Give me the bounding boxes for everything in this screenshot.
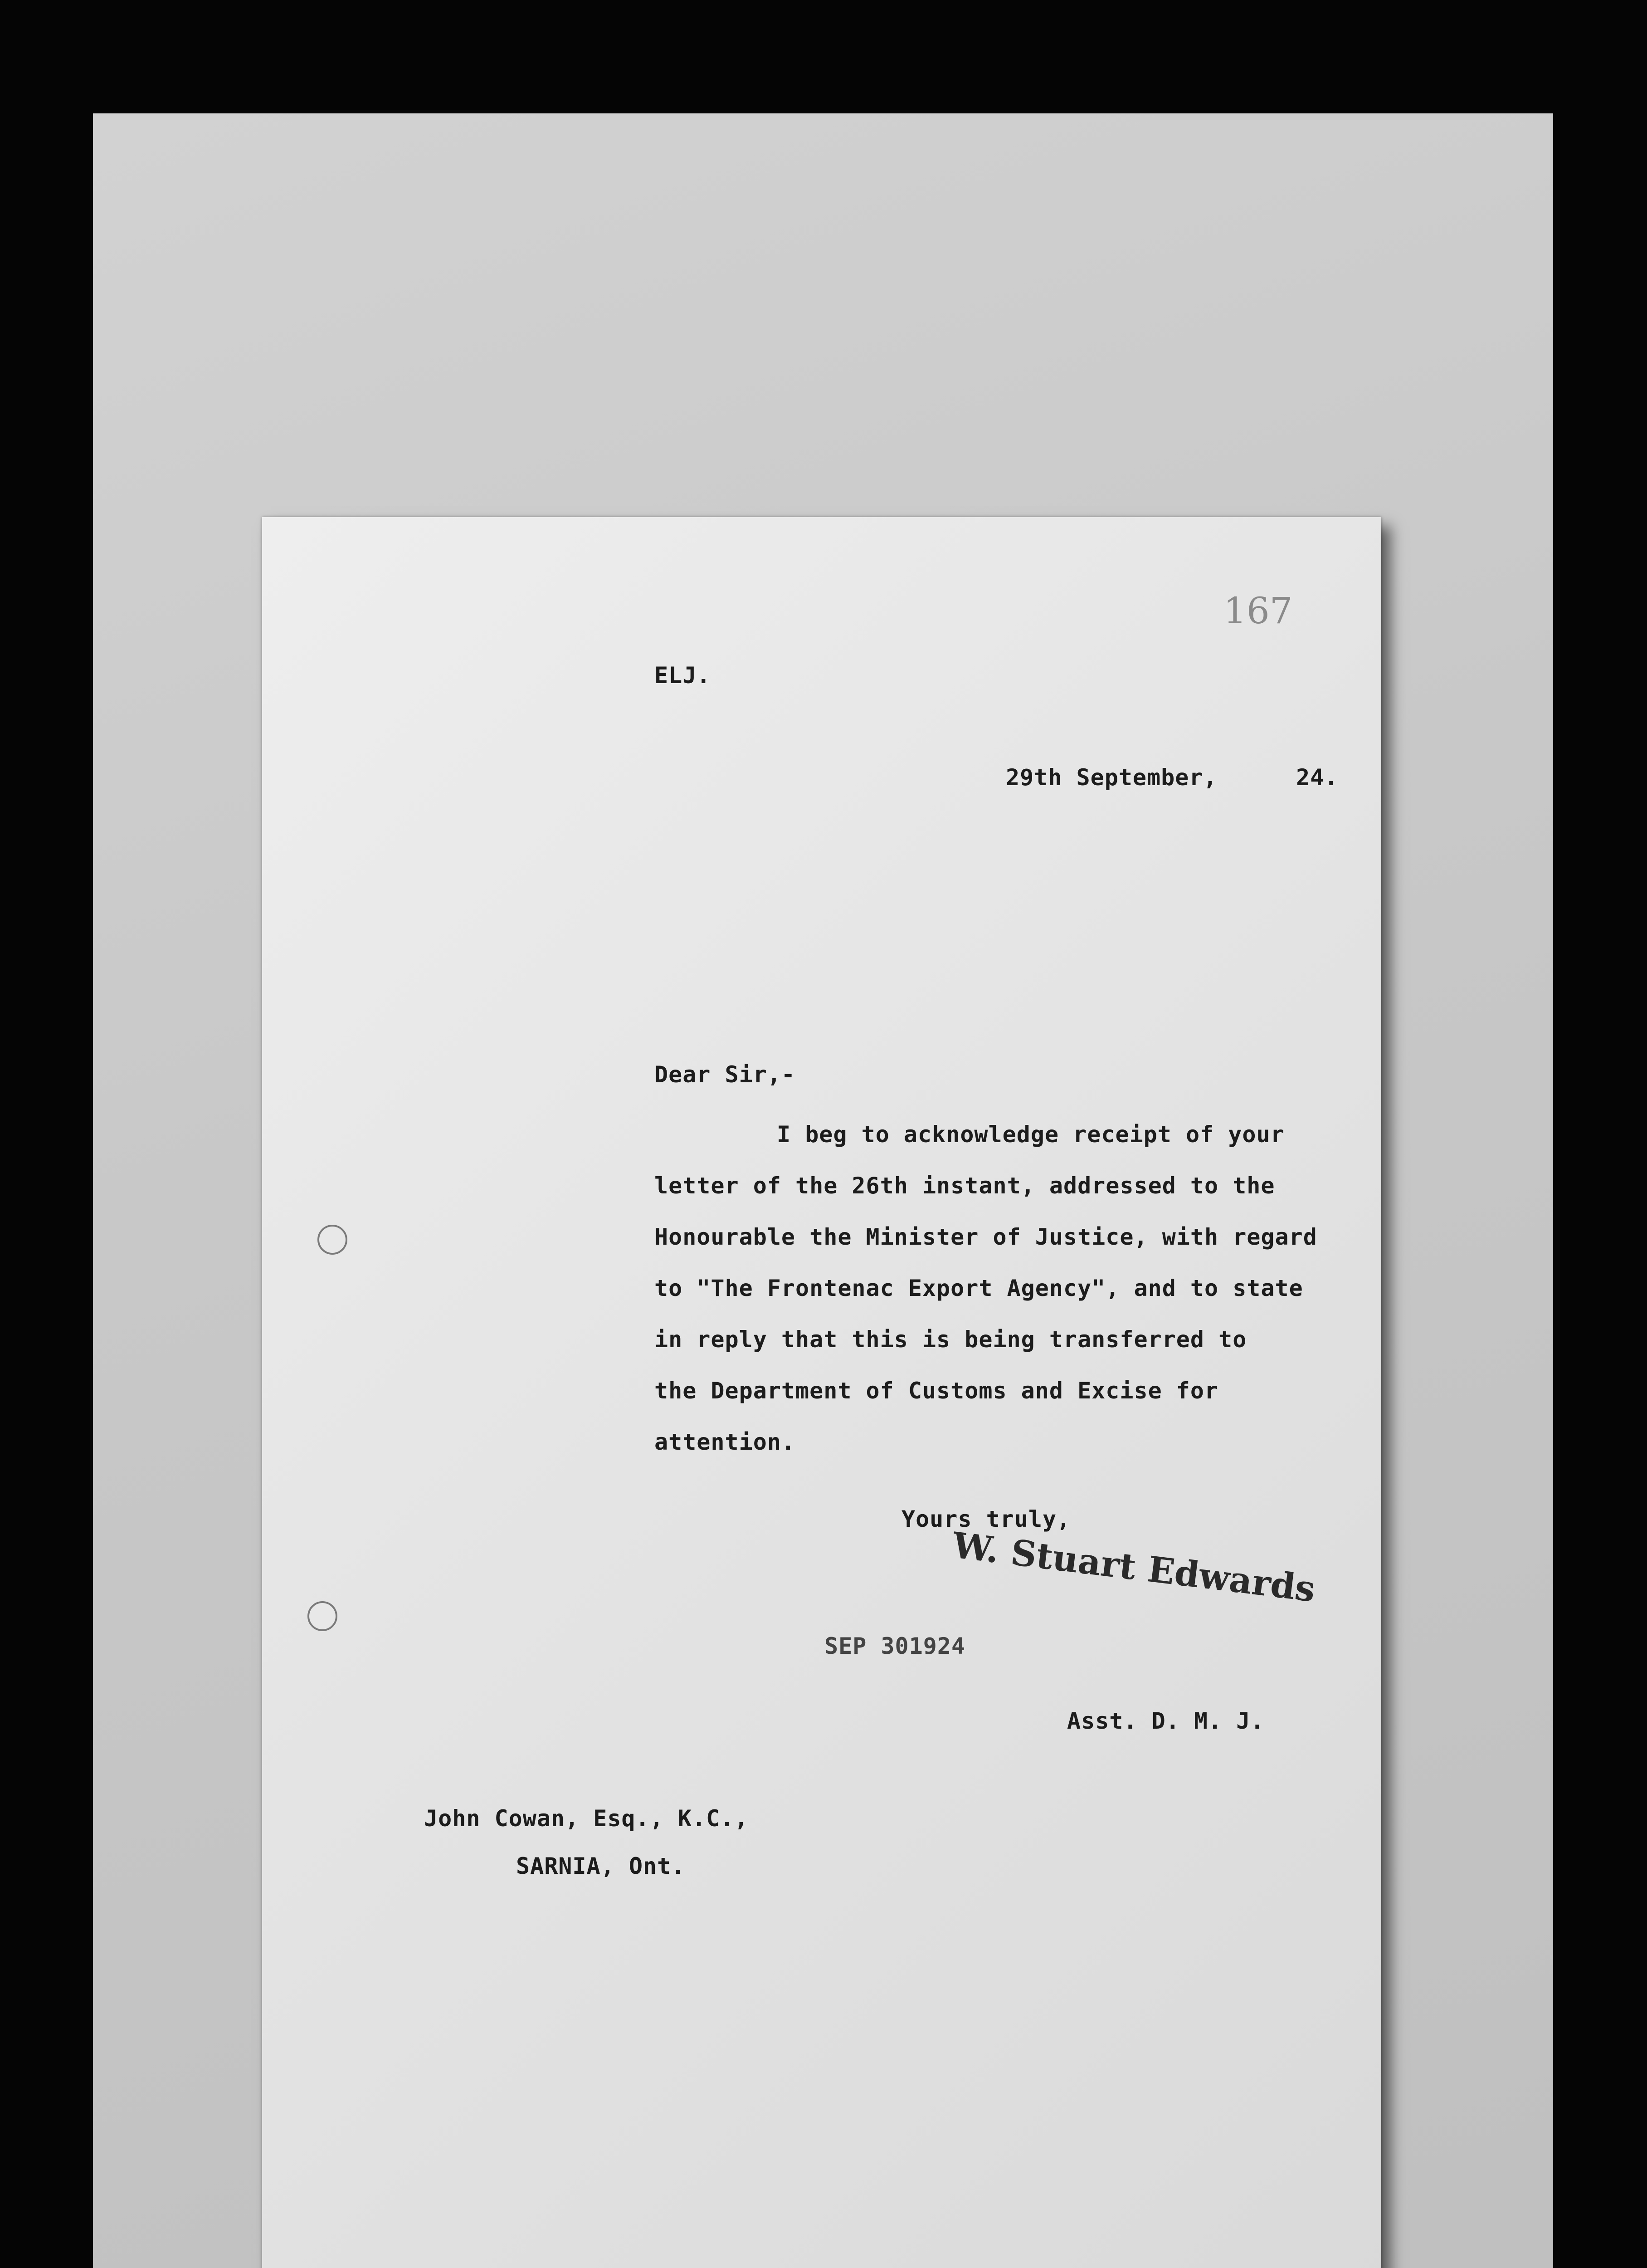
- body-line: Honourable the Minister of Justice, with regard: [654, 1224, 1317, 1250]
- punch-hole-icon: [307, 1601, 337, 1631]
- addressee-name: John Cowan, Esq., K.C.,: [424, 1805, 749, 1832]
- closing: Yours truly,: [901, 1506, 1071, 1532]
- letter-page: [262, 517, 1381, 2268]
- letter-body: [654, 1109, 1380, 1468]
- folio-number: 167: [1223, 590, 1293, 632]
- signature: W. Stuart Edwards: [950, 1525, 1318, 1610]
- addressee-city: SARNIA, Ont.: [516, 1853, 686, 1879]
- body-line: the Department of Customs and Excise for: [654, 1378, 1219, 1404]
- body-line: I beg to acknowledge receipt of your: [777, 1121, 1285, 1148]
- letter-year: 24.: [1296, 764, 1339, 791]
- punch-hole-icon: [317, 1225, 347, 1255]
- body-line: attention.: [654, 1429, 796, 1455]
- reference-initials: ELJ.: [654, 662, 711, 689]
- signer-title: Asst. D. M. J.: [1067, 1708, 1265, 1734]
- body-line: to "The Frontenac Export Agency", and to state: [654, 1275, 1303, 1301]
- received-stamp: SEP 301924: [824, 1633, 966, 1659]
- letter-date: 29th September,: [1006, 764, 1218, 791]
- salutation: Dear Sir,-: [654, 1061, 796, 1088]
- body-line: letter of the 26th instant, addressed to the: [654, 1173, 1275, 1199]
- body-line: in reply that this is being transferred to: [654, 1326, 1247, 1353]
